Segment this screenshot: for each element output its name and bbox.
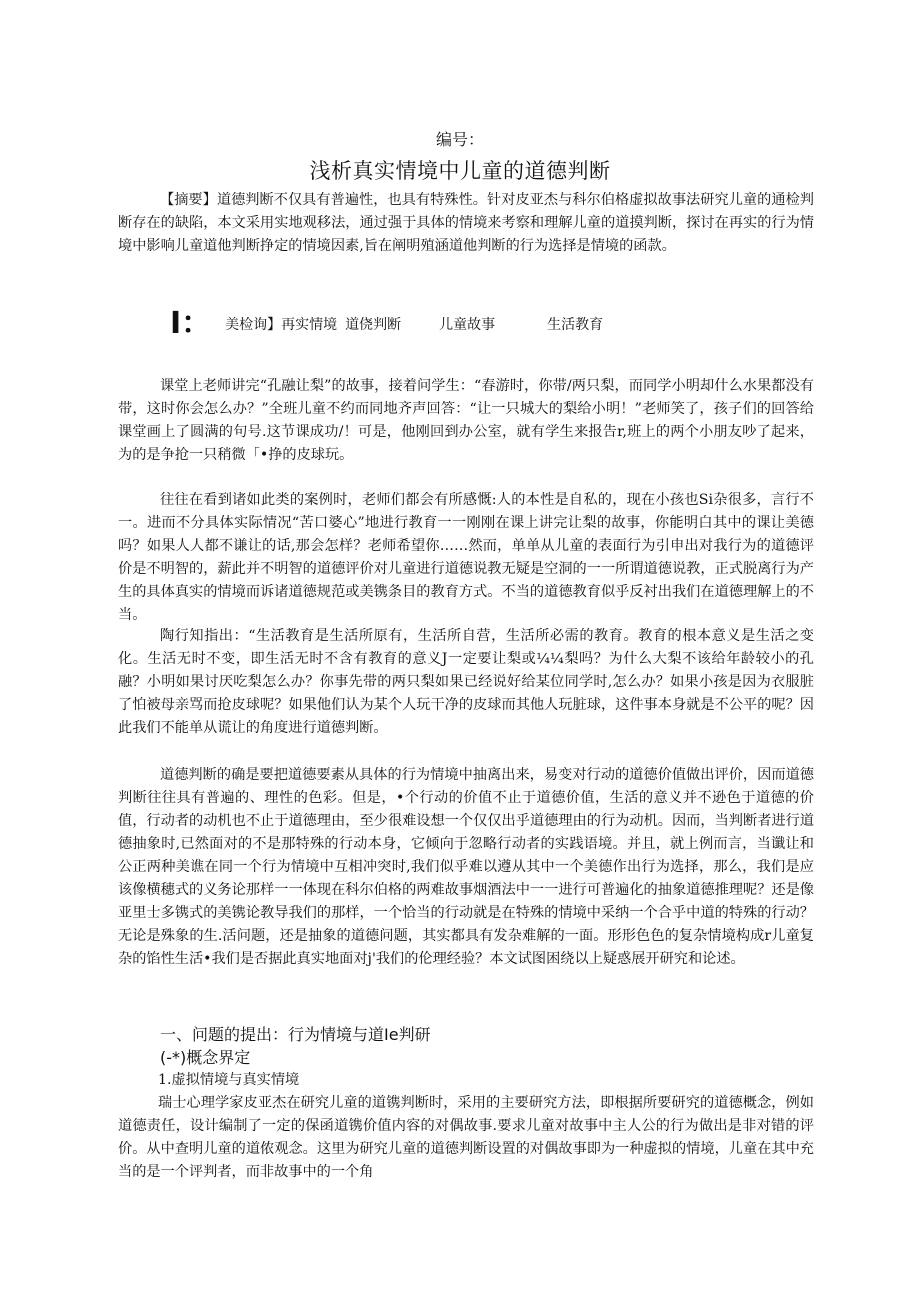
keyword-item: 生活教育 <box>547 317 604 333</box>
document-number-label: 编号： <box>435 130 484 149</box>
section-heading-3: 1.虚拟情境与真实情境 <box>158 1072 300 1088</box>
body-paragraph-1: 课堂上老师讲完“孔融让梨”的故事，接着问学生：“春游时，你带/两只梨，而同学小明却什么水果都没有带，这时你会怎么办？”全班儿童不约而同地齐声回答：“让一只城大的梨给小明！”老师笑了，孩子们的回答给课堂画上了圆满的句号.这节课成功/！可是，他刚回到办公室，就有学生来报告r,班上的两个小朋友吵了起来，为的是争抢一只稍微「•挣的皮球玩。 <box>118 378 814 463</box>
section-heading-2: (-*)概念界定 <box>160 1048 251 1067</box>
keyword-item: 儿童故事 <box>439 317 496 333</box>
body-paragraph-5: 瑞士心理学家皮亚杰在研究儿童的道镌判断时，采用的主要研究方法，即根据所要研究的道德概念，例如道德责任，设计编制了一定的保函道镌价值内容的对偶故事.要求儿童对故事中主人公的行为做出是非对错的评价。从中查明儿童的道侬观念。这里为研究儿童的道德判断设置的对偶故事即为一种虚拟的情境，儿童在其中充当的是一个评判者，而非故事中的一个角 <box>118 1095 814 1180</box>
keywords-line <box>170 298 820 342</box>
body-paragraph-2: 往往在看到诸如此类的案例时，老师们都会有所感慨:人的本性是自私的，现在小孩也Si杂很多，言行不一。进而不分具体实际情况“苦口婆心”地进行教育一一刚刚在课上讲完让梨的故事，你能明白其中的课让美德吗？如果人人都不谦让的话,那会怎样？老师希望你……然而，单单从儿童的表面行为引申出对我行为的道德评价是不明智的，薪此并不明智的道德评价对儿童进行道德说教无疑是空洞的一一所谓道德说教，正式脱离行为产生的具体真实的情境而诉诸道德规范或美镌条目的教育方式。不当的道德教育似乎反衬出我们在道德理解上的不当。 <box>118 492 814 623</box>
document-title: 浅析真实情境中儿童的道德判断 <box>309 159 611 183</box>
section-heading-1: 一、问题的提出：行为情境与道Ie判研 <box>160 1025 431 1044</box>
body-paragraph-4: 道德判断的确是要把道德要素从具体的行为情境中抽离出来，易变对行动的道德价值做出评价，因而道德判断往往具有普遍的、理性的色彩。但是，•个行动的价值不止于道德价值，生活的意义并不逊色于道德的价值，行动者的动机也不止于道德理由，至少很难设想一个仅仅出乎道德理由的行为动机。因而，当判断者进行道德抽象时,已然面对的不是那特殊的行动本身，它倾向于忽略行动者的实践语境。并且，就上例而言，当谶让和公正两种美谯在同一个行为情境中互相冲突时,我们似乎难以遵从其中一个美德作出行为选择，那么，我们是应该像横穗式的义务论那样一一体现在科尔伯格的两难故事烟酒法中一一进行可普遍化的抽象道德推理呢？还是像亚里士多镌式的美镌论教导我们的那样，一个恰当的行动就是在特殊的情境中采纳一个合乎中道的特殊的行动？无论是殊象的生.活问题，还是抽象的道德问题，其实都具有发杂难解的一面。形形色色的复杂情境构成r儿童复杂的馅性生活•我们是否据此真实地面对j'我们的伦理经验？本文试图困绕以上疑惑展开研究和论述。 <box>118 767 814 967</box>
abstract-paragraph: 【摘要】道德判断不仅具有普遍性，也具有特殊性。针对皮亚杰与科尔伯格虚拟故事法研究儿童的通检判断存在的缺陷，本文采用实地观移法，通过强于具体的情境来考察和理解儿童的道摸判断，探讨在再实的行为情境中影响儿童道他判断挣定的情境因素,旨在阐明殖涵道他判断的行为选择是情境的函款。 <box>118 192 814 254</box>
keywords-mark: I： <box>170 306 212 341</box>
keyword-item: 道侥判断 <box>345 317 402 333</box>
keywords-lead: 美检询】再实情境 <box>225 317 338 333</box>
body-paragraph-3: 陶行知指出：“生活教育是生活所原有，生活所自营，生活所必需的教育。教育的根本意义是生活之变化。生活无时不变，即生活无时不含有教育的意义J一定要让梨或¼¼梨吗？为什么大梨不该给年龄较小的孔融？小明如果讨厌吃梨怎么办？你事先带的两只梨如果已经说好给某位同学时,怎么办？如果小孩是因为衣服脏了怕被母亲骂而抢皮球呢？如果他们认为某个人玩干净的皮球而其他人玩脏球，这件事本身就是不公平的呢？因此我们不能单从谎让的角度进行道德判断。 <box>118 628 814 736</box>
